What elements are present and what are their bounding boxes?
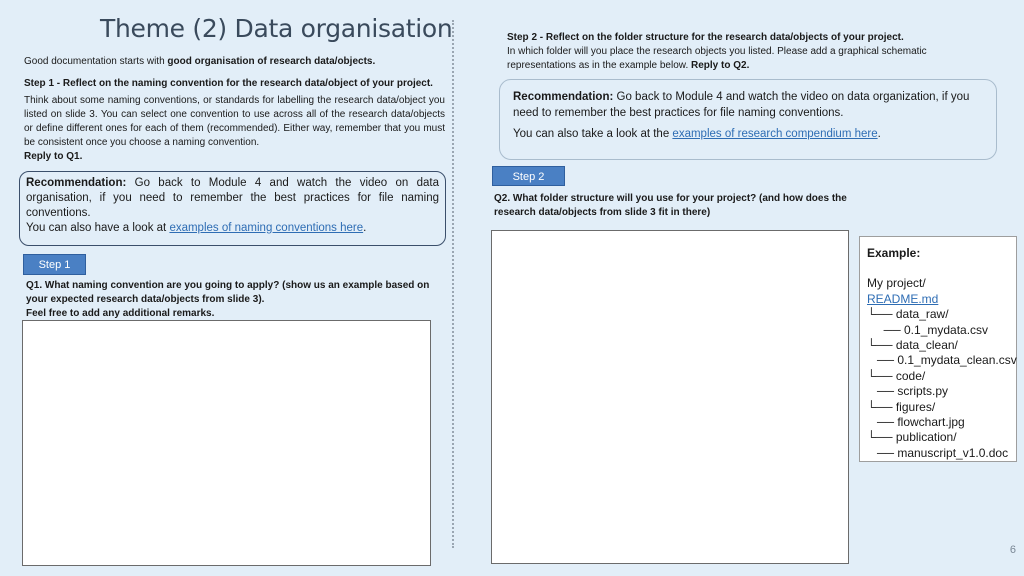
recommendation2-body: Go back to Module 4 and watch the video on data organization, if you need to remember the best practices for file naming conventions.: [513, 91, 970, 119]
q1-answer-box[interactable]: [22, 320, 431, 566]
recommendation-box-step1: [19, 171, 446, 246]
step1-reply: Reply to Q1.: [24, 151, 83, 162]
recommendation-also-suffix: .: [363, 222, 367, 234]
tree-line: ── 0.1_mydata_clean.csv: [867, 353, 1017, 368]
q1-extra: Feel free to add any additional remarks.: [26, 308, 215, 319]
example-heading: Example:: [867, 246, 921, 260]
step1-body-text: Think about some naming conventions, or standards for labelling the research data/object you listed on slide 3. You can select one convention to use across all of the research data/objects or define different ones for each of them (recommended). Either way, remember that you must be consistent once you choose a naming convention.: [24, 95, 445, 148]
q1-text: Q1. What naming convention are you going to apply? (show us an example based on your expected research data/objects from slide 3).: [26, 280, 430, 305]
q2-answer-box[interactable]: [491, 230, 849, 564]
recommendation-label: Recommendation:: [26, 177, 127, 189]
tree-line: ── 0.1_mydata.csv: [867, 322, 989, 337]
step2-tab: Step 2: [492, 166, 565, 186]
page-number: 6: [1009, 544, 1016, 556]
recommendation2-also-suffix: .: [877, 128, 881, 140]
step2-text: [507, 31, 977, 73]
column-divider: [452, 20, 454, 548]
recommendation-text: [26, 176, 439, 221]
step1-tab: Step 1: [23, 254, 86, 275]
tree-line: └── publication/: [867, 430, 957, 445]
intro-bold: good organisation of research data/objects.: [167, 56, 376, 67]
step2-body: In which folder will you place the research objects you listed. Please add a graphical schematic representations as in the example below.: [507, 46, 927, 71]
tree-line: ── manuscript_v1.0.doc: [867, 445, 1009, 460]
recommendation-box-step2: [499, 79, 997, 160]
intro-prefix: Good documentation starts with: [24, 56, 168, 67]
example-root: My project/: [867, 276, 926, 291]
q2-question: Q2. What folder structure will you use for your project? (and how does the research data/objects from slide 3 fit in there): [494, 193, 847, 218]
tree-line: └── data_raw/: [867, 307, 949, 322]
recommendation-also: [26, 221, 439, 236]
intro-text: [24, 55, 444, 69]
step1-body: [24, 94, 445, 164]
step2-reply: Reply to Q2.: [691, 60, 750, 71]
recommendation-body: Go back to Module 4 and watch the video on data organisation, if you need to remember the best practices for file naming conventions.: [26, 177, 439, 219]
q1-question: [26, 279, 436, 321]
tree-line: ── flowchart.jpg: [867, 415, 965, 430]
page-title: Theme (2) Data organisation: [100, 14, 453, 43]
readme-link[interactable]: README.md: [867, 291, 939, 306]
recommendation2-text: [513, 90, 983, 121]
recommendation2-also: [513, 127, 983, 143]
tree-line: ── scripts.py: [867, 384, 949, 399]
tree-line: └── data_clean/: [867, 338, 958, 353]
recommendation2-also-prefix: You can also take a look at the: [513, 128, 673, 140]
recommendation-also-prefix: You can also have a look at: [26, 222, 170, 234]
naming-conventions-link[interactable]: examples of naming conventions here: [169, 222, 364, 234]
example-folder-structure: [859, 236, 1017, 462]
step1-heading: Step 1 - Reflect on the naming convention for the research data/object of your project.: [24, 78, 433, 89]
research-compendium-link[interactable]: examples of research compendium here: [672, 128, 878, 140]
tree-line: └── figures/: [867, 399, 936, 414]
tree-line: └── code/: [867, 368, 926, 383]
step2-heading: Step 2 - Reflect on the folder structure for the research data/objects of your project.: [507, 32, 904, 43]
recommendation2-label: Recommendation:: [513, 91, 614, 103]
